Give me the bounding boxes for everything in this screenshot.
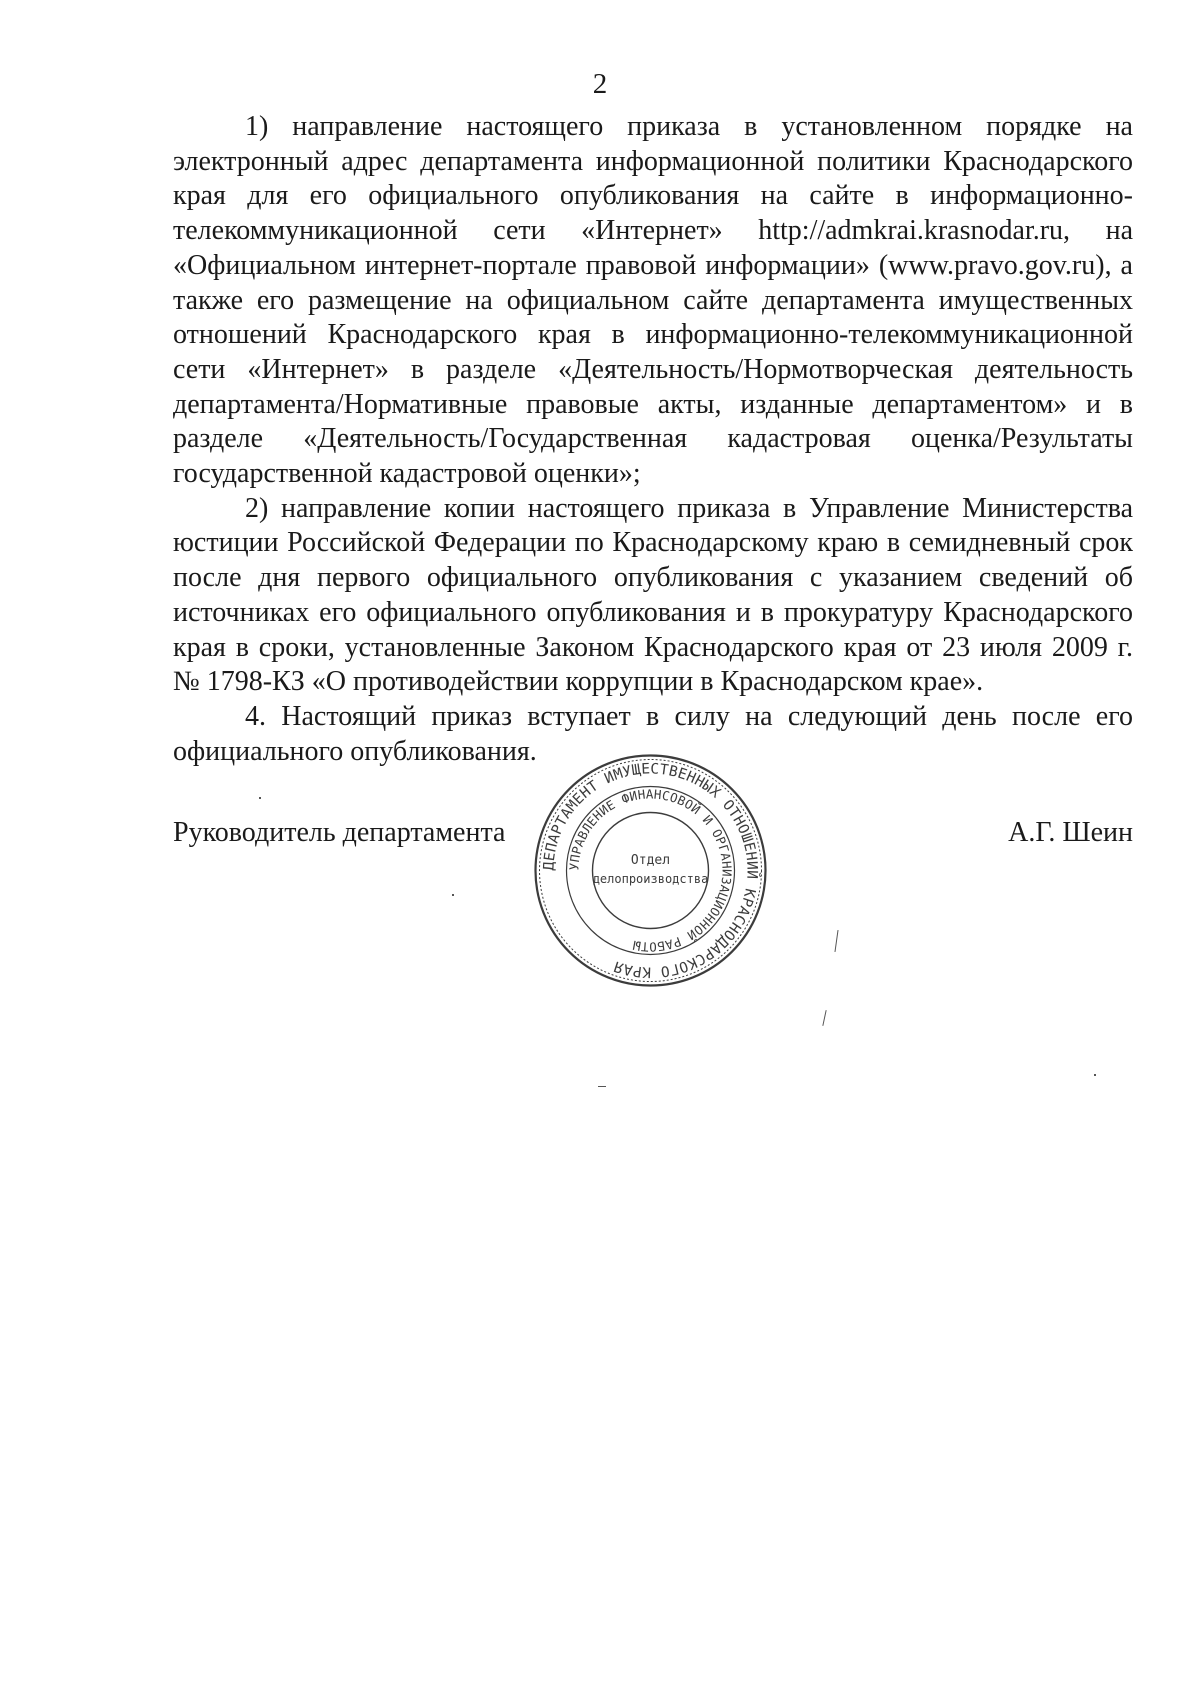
signer-position: Руководитель департамента: [173, 817, 506, 848]
scan-speck: [259, 797, 261, 799]
stamp-seal-icon: [532, 752, 769, 989]
scan-speck: [452, 894, 454, 896]
stamp-outer-text: ДЕПАРТАМЕНТ ИМУЩЕСТВЕННЫХ ОТНОШЕНИЙ КРАСНОДАРСКОГО КРАЯ: [541, 761, 760, 980]
paragraph-clause-4: 4. Настоящий приказ вступает в силу на следующий день после его официального опубликования.: [173, 700, 1133, 767]
stamp-inner-text: УПРАВЛЕНИЕ ФИНАНСОВОЙ И ОРГАНИЗАЦИОННОЙ РАБОТЫ: [566, 786, 735, 955]
paragraph-item-1: 1) направление настоящего приказа в установленном порядке на электронный адрес департамента информационной политики Краснодарского края для его официального опубликования на сайте в информационно-телекоммуникационной сети «Интернет» http://admkrai.krasnodar.ru, на «Официальном интернет-портале правовой информации» (www.pravo.gov.ru), а также его размещение на официальном сайте департамента имущественных отношений Краснодарского края в информационно-телекоммуникационной сети «Интернет» в разделе «Деятельность/Нормотворческая деятельность департамента/Нормативные правовые акты, изданные департаментом» и в разделе «Деятельность/Государственная кадастровая оценка/Результаты государственной кадастровой оценки»;: [173, 111, 1133, 490]
scan-speck: [1094, 1074, 1096, 1076]
scan-speck: [834, 930, 838, 952]
paragraph-item-2: 2) направление копии настоящего приказа в Управление Министерства юстиции Российской Федерации по Краснодарскому краю в семидневный срок после дня первого официального опубликования с указанием сведений об источниках его официального опубликования и в прокуратуру Краснодарского края в сроки, установленные Законом Краснодарского края от 23 июля 2009 г. № 1798-КЗ «О противодействии коррупции в Краснодарском крае».: [173, 492, 1133, 698]
scan-speck: [598, 1086, 606, 1087]
signer-name: А.Г. Шеин: [1008, 817, 1133, 848]
page-number: 2: [592, 68, 608, 100]
stamp-center-line-2: делопроизводства: [592, 872, 709, 886]
official-stamp: [532, 752, 769, 989]
document-body: [173, 110, 1133, 769]
stamp-center-line-1: Отдел: [630, 853, 671, 868]
scan-speck: [822, 1010, 826, 1026]
